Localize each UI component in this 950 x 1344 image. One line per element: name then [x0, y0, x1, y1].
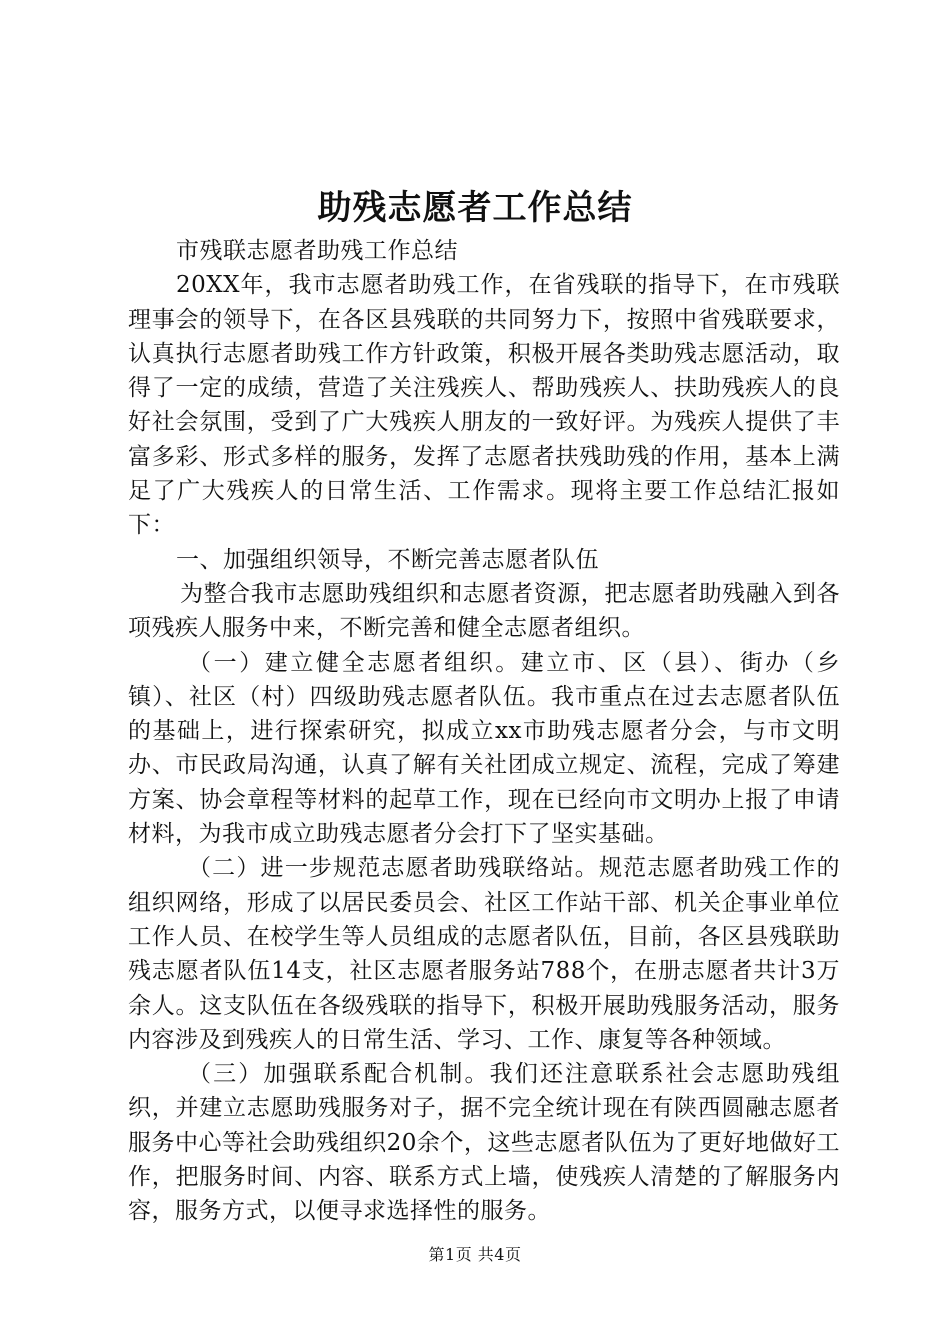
paragraph-item-1: （一）建立健全志愿者组织。建立市、区（县）、街办（乡镇）、社区（村）四级助残志愿者队伍。我市重点在过去志愿者队伍的基础上，进行探索研究，拟成立xx市助残志愿者分会，与市文明办、市民政局沟通，认真了解有关社团成立规定、流程，完成了筹建方案、协会章程等材料的起草工作，现在已经向市文明办上报了申请材料，为我市成立助残志愿者分会打下了坚实基础。: [128, 649, 840, 848]
section-heading-1: 一、加强组织领导，不断完善志愿者队伍: [176, 546, 599, 573]
paragraph-item-2: （二）进一步规范志愿者助残联络站。规范志愿者助残工作的组织网络，形成了以居民委员会、社区工作站干部、机关企事业单位工作人员、在校学生等人员组成的志愿者队伍，目前，各区县残联助残志愿者队伍14支，社区志愿者服务站788个，在册志愿者共计3万余人。这支队伍在各级残联的指导下，积极开展助残服务活动，服务内容涉及到残疾人的日常生活、学习、工作、康复等各种领域。: [128, 855, 840, 1053]
document-title: 助残志愿者工作总结: [317, 188, 633, 228]
paragraph-intro: 20XX年，我市志愿者助残工作，在省残联的指导下，在市残联理事会的领导下，在各区县残联的共同努力下，按照中省残联要求，认真执行志愿者助残工作方针政策，积极开展各类助残志愿活动，取得了一定的成绩，营造了关注残疾人、帮助残疾人、扶助残疾人的良好社会氛围，受到了广大残疾人朋友的一致好评。为残疾人提供了丰富多彩、形式多样的服务，发挥了志愿者扶残助残的作用，基本上满足了广大残疾人的日常生活、工作需求。现将主要工作总结汇报如下：: [128, 272, 840, 539]
paragraph-section-1-intro: 为整合我市志愿助残组织和志愿者资源，把志愿者助残融入到各项残疾人服务中来，不断完善和健全志愿者组织。: [128, 580, 840, 642]
paragraph-subtitle: 市残联志愿者助残工作总结: [176, 238, 458, 264]
paragraph-item-3: （三）加强联系配合机制。我们还注意联系社会志愿助残组织，并建立志愿助残服务对子，据不完全统计现在有陕西圆融志愿者服务中心等社会助残组织20余个，这些志愿者队伍为了更好地做好工作，把服务时间、内容、联系方式上墙，使残疾人清楚的了解服务内容，服务方式，以便寻求选择性的服务。: [128, 1061, 840, 1225]
page-number-footer: 第1页 共4页: [428, 1245, 522, 1264]
document-body: [128, 234, 840, 1229]
